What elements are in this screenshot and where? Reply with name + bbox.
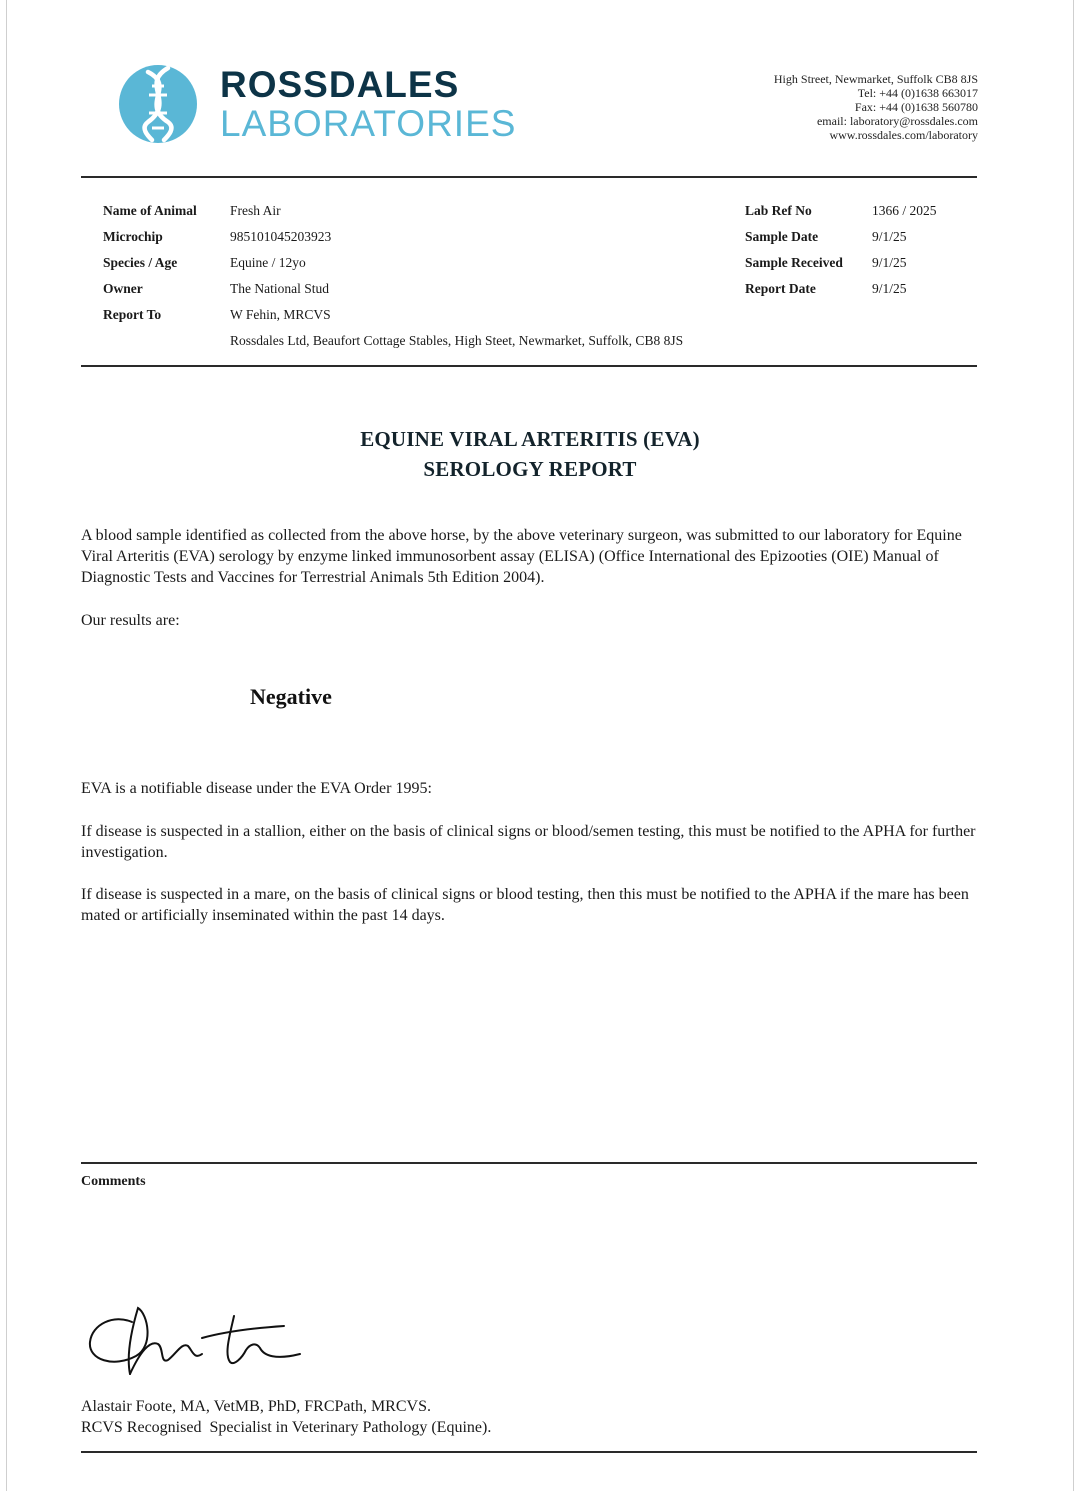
label-report-date: Report Date	[745, 281, 816, 296]
address-tel: Tel: +44 (0)1638 663017	[857, 86, 978, 100]
value-sample-date: 9/1/25	[872, 229, 907, 244]
value-species-age: Equine / 12yo	[230, 255, 306, 270]
label-microchip: Microchip	[103, 229, 163, 244]
result-value: Negative	[250, 684, 332, 709]
page-edge-left	[6, 0, 7, 1491]
info-divider	[81, 365, 977, 367]
label-sample-date: Sample Date	[745, 229, 819, 244]
brand-line-1: ROSSDALES	[220, 64, 460, 105]
handwritten-signature	[84, 1294, 314, 1384]
address-fax: Fax: +44 (0)1638 560780	[854, 100, 978, 114]
address-email: email: laboratory@rossdales.com	[816, 114, 978, 128]
label-lab-ref: Lab Ref No	[745, 203, 812, 218]
note-notifiable: EVA is a notifiable disease under the EVA Order 1995:	[81, 780, 432, 797]
report-title-line-2: SEROLOGY REPORT	[423, 457, 637, 481]
label-name-of-animal: Name of Animal	[103, 203, 197, 218]
report-title-line-1: EQUINE VIRAL ARTERITIS (EVA)	[360, 427, 700, 451]
note-mare: If disease is suspected in a mare, on the basis of clinical signs or blood testing, then this must be notified to the APHA if the mare has been mated or artificially inseminated within the past 14 days.	[81, 886, 969, 924]
page-edge-right	[1073, 0, 1074, 1491]
address-website: www.rossdales.com/laboratory	[829, 128, 978, 142]
value-lab-ref: 1366 / 2025	[872, 203, 937, 218]
label-owner: Owner	[103, 281, 143, 296]
report-title	[0, 424, 1060, 484]
brand-line-2: LABORATORIES	[220, 103, 517, 144]
value-report-to: W Fehin, MRCVS	[230, 307, 331, 322]
lab-info-labels	[745, 198, 843, 302]
value-sample-received: 9/1/25	[872, 255, 907, 270]
signer-name: Alastair Foote, MA, VetMB, PhD, FRCPath, MRCVS.	[81, 1398, 431, 1415]
value-microchip: 985101045203923	[230, 229, 332, 244]
address-street: High Street, Newmarket, Suffolk CB8 8JS	[773, 72, 978, 86]
signer-block	[81, 1396, 491, 1438]
label-report-to: Report To	[103, 307, 162, 322]
comments-label: Comments	[81, 1174, 146, 1189]
animal-info-labels	[103, 198, 197, 328]
dna-logo-icon	[118, 64, 198, 144]
note-stallion: If disease is suspected in a stallion, either on the basis of clinical signs or blood/semen testing, this must be notified to the APHA for further investigation.	[81, 823, 976, 861]
value-owner: The National Stud	[230, 281, 329, 296]
animal-info-values	[230, 198, 683, 354]
value-report-to-address: Rossdales Ltd, Beaufort Cottage Stables, High Steet, Newmarket, Suffolk, CB8 8JS	[230, 333, 684, 348]
brand-logotype	[220, 66, 516, 142]
results-label: Our results are:	[81, 612, 180, 629]
lab-address	[774, 72, 978, 142]
intro-paragraph: A blood sample identified as collected from the above horse, by the above veterinary surgeon, was submitted to our laboratory for Equine Viral Arteritis (EVA) serology by enzyme linked immunosorbent assay (ELISA) (Office International des Epizooties (OIE) Manual of Diagnostic Tests and Vaccines for Terrestrial Animals 5th Edition 2004).	[81, 527, 962, 586]
footer-divider	[81, 1451, 977, 1453]
header-divider	[81, 176, 977, 178]
value-name-of-animal: Fresh Air	[230, 203, 281, 218]
label-sample-received: Sample Received	[745, 255, 843, 270]
comments-divider	[81, 1162, 977, 1164]
value-report-date: 9/1/25	[872, 281, 907, 296]
lab-info-values	[872, 198, 937, 302]
signer-title: RCVS Recognised Specialist in Veterinary Pathology (Equine).	[81, 1419, 492, 1436]
label-species-age: Species / Age	[103, 255, 178, 270]
